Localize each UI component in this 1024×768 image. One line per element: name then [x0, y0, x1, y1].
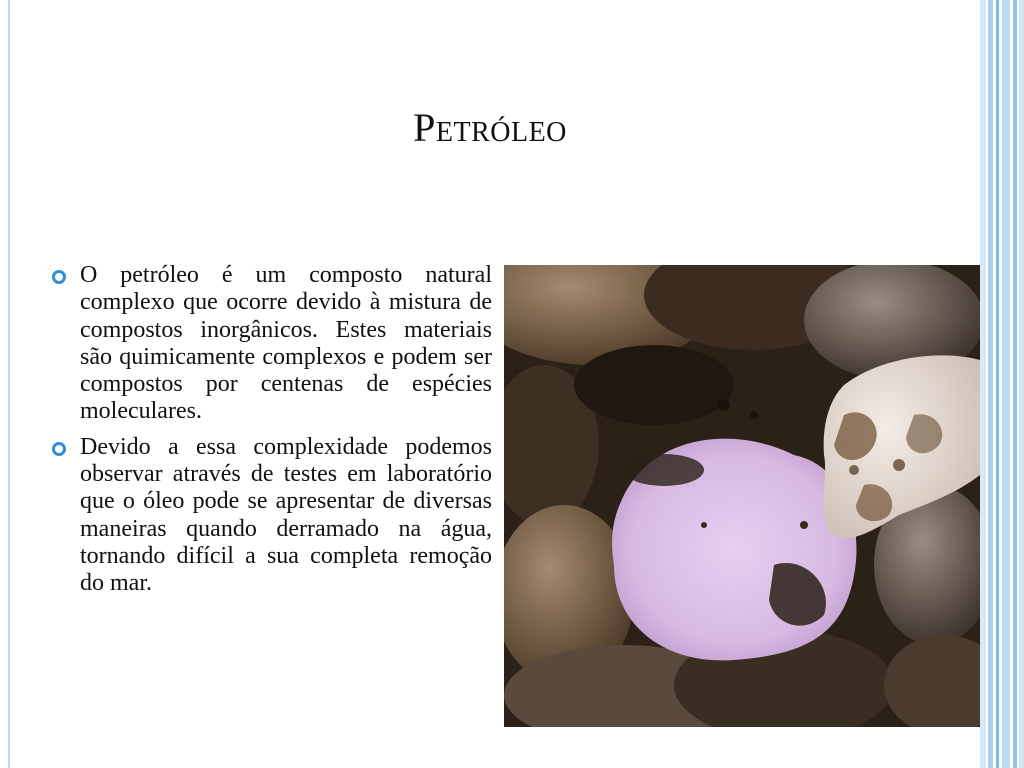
oil-spill-photo-drawing: [504, 265, 980, 727]
border-bar-3: [996, 0, 999, 768]
bullet-text: O petróleo é um composto natural complexo que ocorre devido à mistura de compostos inorgânicos. Estes materiais são quimicamente complexos e podem ser compostos por centenas de espécies moleculares.: [80, 262, 492, 425]
bullet-item: [52, 262, 492, 426]
bullet-text: Devido a essa complexidade podemos observar através de testes em laboratório que o óleo pode se apresentar de diversas maneiras quando derramado na água, tornando difícil a sua completa remoção do mar.: [80, 433, 492, 597]
oil-spill-photo: [504, 265, 980, 727]
bullet-list: [52, 262, 492, 606]
border-bar-6: [1019, 0, 1024, 768]
border-bar-4: [1002, 0, 1010, 768]
bullet-icon: [52, 442, 66, 456]
slide-right-border: [980, 0, 1024, 768]
bullet-icon: [52, 270, 66, 284]
border-bar-5: [1013, 0, 1017, 768]
slide-title: Petróleo: [413, 105, 567, 150]
border-bar-1: [980, 0, 986, 768]
bullet-item: [52, 434, 492, 598]
border-bar-2: [988, 0, 993, 768]
